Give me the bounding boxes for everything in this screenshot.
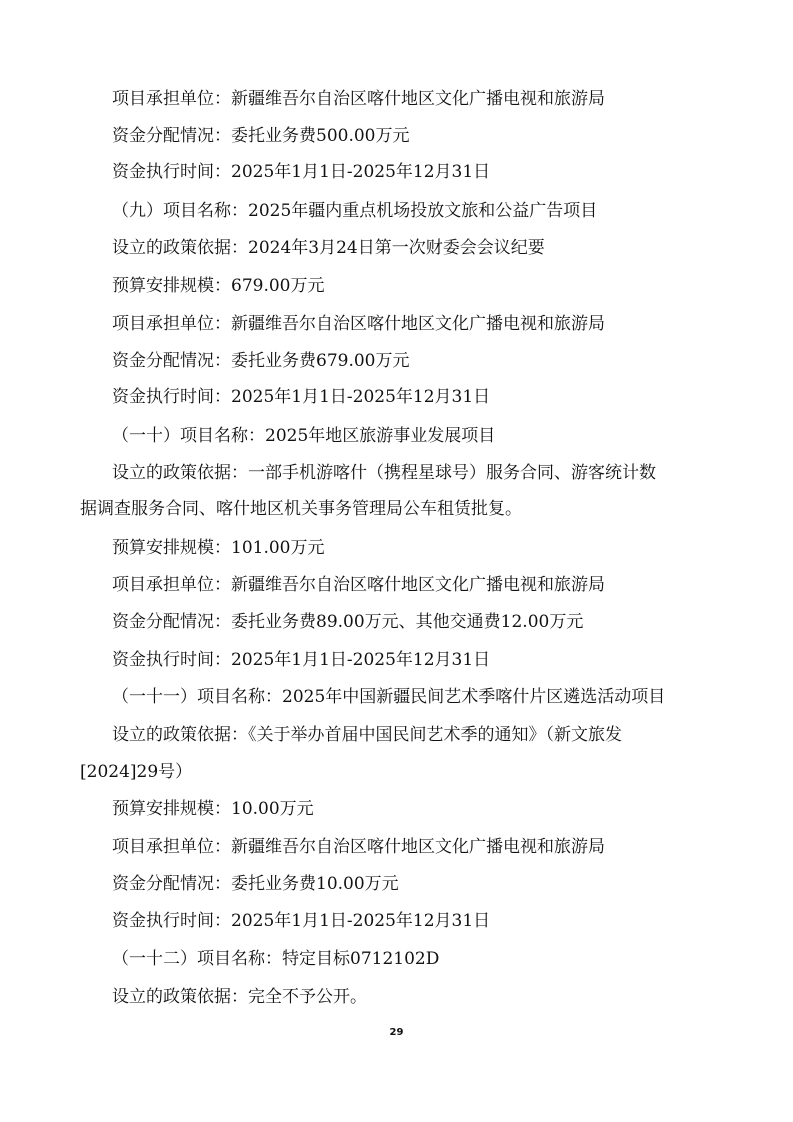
text-line: 设立的政策依据：一部手机游喀什（携程星球号）服务合同、游客统计数 [112, 463, 656, 483]
text-line: 预算安排规模：10.00万元 [112, 799, 314, 819]
text-line: 资金分配情况：委托业务费679.00万元 [112, 351, 410, 371]
text-line: 项目承担单位：新疆维吾尔自治区喀什地区文化广播电视和旅游局 [112, 314, 605, 334]
text-line: 项目承担单位：新疆维吾尔自治区喀什地区文化广播电视和旅游局 [112, 575, 605, 595]
text-line: 资金执行时间：2025年1月1日-2025年12月31日 [112, 387, 491, 407]
text-line: （一十一）项目名称：2025年中国新疆民间艺术季喀什片区遴选活动项目 [112, 687, 666, 707]
text-line: 预算安排规模：679.00万元 [112, 276, 325, 296]
text-line: （一十二）项目名称：特定目标0712102D [112, 949, 440, 969]
text-line: （一十）项目名称：2025年地区旅游事业发展项目 [112, 426, 496, 446]
page-number: 29 [389, 1027, 404, 1038]
text-line: （九）项目名称：2025年疆内重点机场投放文旅和公益广告项目 [112, 201, 598, 221]
text-line: 资金分配情况：委托业务费89.00万元、其他交通费12.00万元 [112, 612, 584, 632]
text-line: 设立的政策依据：完全不予公开。 [112, 987, 367, 1007]
text-line: 资金分配情况：委托业务费10.00万元 [112, 874, 399, 894]
text-line: 设立的政策依据：2024年3月24日第一次财委会会议纪要 [112, 238, 545, 258]
text-line: 资金执行时间：2025年1月1日-2025年12月31日 [112, 650, 491, 670]
text-line: 资金分配情况：委托业务费500.00万元 [112, 126, 410, 146]
text-line: 设立的政策依据：《关于举办首届中国民间艺术季的通知》（新文旅发 [112, 725, 622, 745]
text-line: [2024]29号） [80, 762, 193, 782]
text-line: 项目承担单位：新疆维吾尔自治区喀什地区文化广播电视和旅游局 [112, 89, 605, 109]
text-line: 资金执行时间：2025年1月1日-2025年12月31日 [112, 911, 491, 931]
text-line: 据调查服务合同、喀什地区机关事务管理局公车租赁批复。 [80, 499, 522, 519]
text-line: 资金执行时间：2025年1月1日-2025年12月31日 [112, 162, 491, 182]
text-line: 项目承担单位：新疆维吾尔自治区喀什地区文化广播电视和旅游局 [112, 837, 605, 857]
text-line: 预算安排规模：101.00万元 [112, 538, 325, 558]
